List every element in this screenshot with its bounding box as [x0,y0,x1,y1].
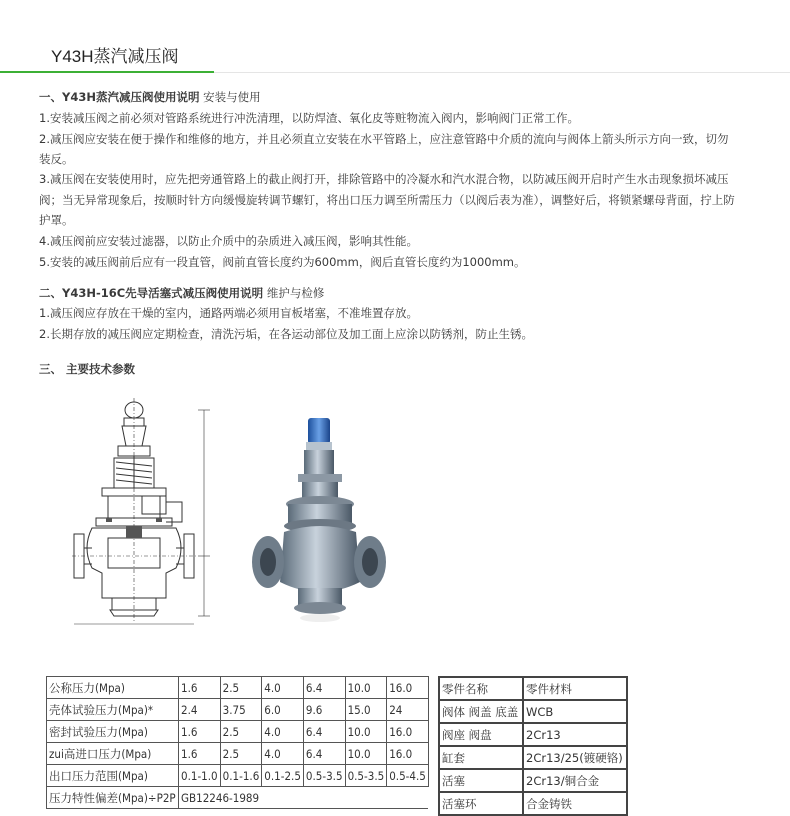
table-cell: 15.0 [345,699,387,721]
table-row [47,721,429,743]
table-cell: GB12246-1989 [179,787,429,809]
table-cell: 3.75 [220,699,262,721]
table-cell: 4.0 [262,721,304,743]
table-cell: 4.0 [262,743,304,765]
table-cell: 0.1-1.0 [179,765,221,787]
section1-line: 3.减压阀在安装使用时，应先把旁通管路上的截止阀打开，排除管路中的冷凝水和汽水混合物，以防减压阀开启时产生水击现象损坏减压 [39,172,729,186]
title-bar [0,0,790,72]
column-header: 零件材料 [523,677,627,700]
table-row [47,787,429,809]
table-cell: 16.0 [387,721,429,743]
table-cell: 16.0 [387,677,429,699]
section1-line: 阀；当无异常现象后，按顺时针方向缓慢旋转调节螺钉，将出口压力调至所需压力（以阀后表为准），调整好后，将锁紧螺母背面，拧上防 [39,193,735,207]
valve-product-photo [248,412,388,622]
section1-heading [39,86,261,108]
row-label: 公称压力(Mpa) [47,677,179,699]
part-name: 阀体 阀盖 底盖 [439,700,523,723]
table-cell: 10.0 [345,743,387,765]
section1-line: 1.安装减压阀之前必须对管路系统进行冲洗清理，以防焊渣、氧化皮等赃物流入阀内，影响阀门正常工作。 [39,111,579,125]
table-cell: 6.4 [303,721,345,743]
part-material: 2Cr13/铜合金 [523,769,627,792]
section1-line: 2.减压阀应安装在便于操作和维修的地方，并且必须直立安装在水平管路上，应注意管路中介质的流向与阀体上箭头所示方向一致，切勿 [39,132,729,146]
section1-line: 装反。 [39,152,74,166]
part-material: WCB [523,700,627,723]
column-header: 零件名称 [439,677,523,700]
table-cell: 2.5 [220,743,262,765]
page-title: Y43H蒸汽减压阀 [51,47,179,66]
parts-materials-table [438,676,628,816]
table-row [47,699,429,721]
table-cell: 6.4 [303,743,345,765]
table-cell: 2.5 [220,677,262,699]
row-label: 壳体试验压力(Mpa)* [47,699,179,721]
table-row [47,677,429,699]
section2-line: 1.减压阀应存放在干燥的室内，通路两端必须用盲板堵塞，不准堆置存放。 [39,306,418,320]
section1-heading-main: 一、Y43H蒸汽减压阀使用说明 [39,90,200,104]
table-row [47,765,429,787]
table-cell: 0.1-1.6 [220,765,262,787]
row-label: 压力特性偏差(Mpa)÷P2P [47,787,179,809]
table-row [439,746,627,769]
table-header-row [439,677,627,700]
section3-heading: 三、 主要技术参数 [39,362,136,376]
table-cell: 0.1-2.5 [262,765,304,787]
part-material: 合金铸铁 [523,792,627,815]
section2-line: 2.长期存放的减压阀应定期检查，清洗污垢，在各运动部位及加工面上应涂以防锈剂，防止生锈。 [39,327,533,341]
section2-heading-sub: 维护与检修 [263,286,325,300]
table-cell: 0.5-3.5 [345,765,387,787]
table-cell: 16.0 [387,743,429,765]
table-cell: 9.6 [303,699,345,721]
row-label: 密封试验压力(Mpa) [47,721,179,743]
valve-cross-section-drawing [72,398,222,630]
table-cell: 1.6 [179,743,221,765]
row-label: zui高进口压力(Mpa) [47,743,179,765]
part-material: 2Cr13/25(镀硬铬) [523,746,627,769]
table-cell: 6.0 [262,699,304,721]
table-cell: 4.0 [262,677,304,699]
section1-line: 护罩。 [39,213,74,227]
table-row [439,769,627,792]
table-cell: 0.5-3.5 [303,765,345,787]
title-accent-rule [0,71,214,73]
section1-line: 5.安装的减压阀前后应有一段直管，阀前直管长度约为600mm，阀后直管长度约为1000mm。 [39,255,526,269]
section2-heading-main: 二、Y43H-16C先导活塞式减压阀使用说明 [39,286,264,300]
part-material: 2Cr13 [523,723,627,746]
table-cell: 10.0 [345,677,387,699]
section2-heading [39,282,324,304]
table-row [47,743,429,765]
technical-parameters-table [46,676,429,809]
table-cell: 2.5 [220,721,262,743]
part-name: 活塞环 [439,792,523,815]
section1-line: 4.减压阀前应安装过滤器，以防止介质中的杂质进入减压阀，影响其性能。 [39,234,418,248]
part-name: 活塞 [439,769,523,792]
part-name: 阀座 阀盘 [439,723,523,746]
table-cell: 10.0 [345,721,387,743]
table-cell: 2.4 [179,699,221,721]
table-cell: 1.6 [179,721,221,743]
table-cell: 24 [387,699,429,721]
table-cell: 1.6 [179,677,221,699]
table-cell: 6.4 [303,677,345,699]
table-row [439,700,627,723]
section1-heading-sub: 安装与使用 [199,90,261,104]
part-name: 缸套 [439,746,523,769]
title-divider [214,72,790,73]
table-row [439,792,627,815]
table-row [439,723,627,746]
table-cell: 0.5-4.5 [387,765,429,787]
row-label: 出口压力范围(Mpa) [47,765,179,787]
